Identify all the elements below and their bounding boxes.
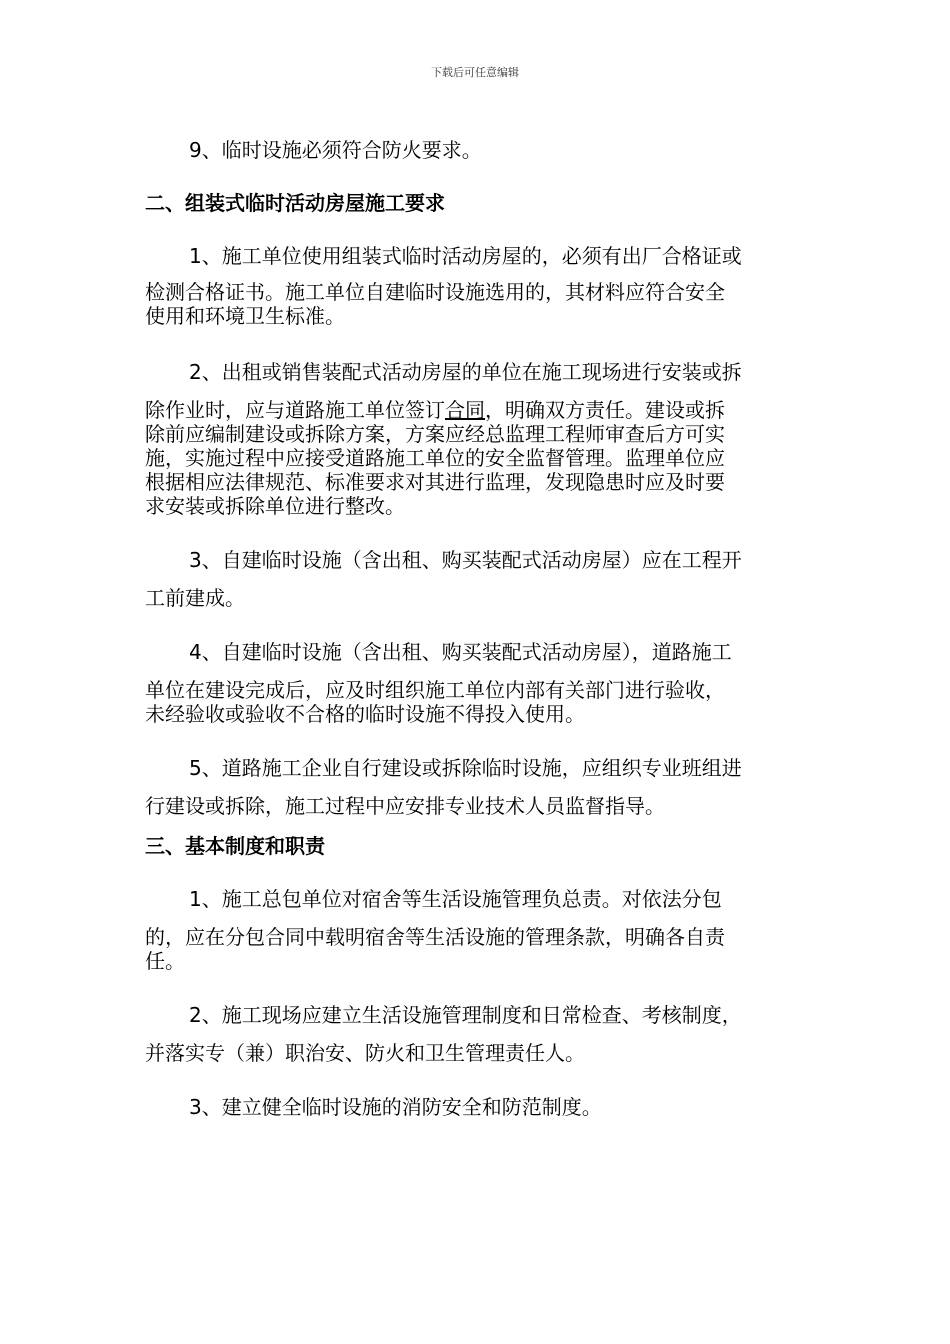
- section2-paragraph-4: [145, 640, 810, 726]
- header-note: 下载后可任意编辑: [431, 66, 519, 79]
- text-segment: ，明确双方责任。建设或拆: [485, 398, 725, 422]
- text-line: 任。: [145, 949, 185, 973]
- text-line: 根据相应法律规范、标准要求对其进行监理，发现隐患时应及时要: [145, 470, 725, 494]
- text-line: 除前应编制建设或拆除方案，方案应经总监理工程师审查后方可实: [145, 422, 725, 446]
- section2-paragraph-1: [145, 244, 810, 328]
- section2-paragraph-5: [145, 756, 810, 818]
- section2-paragraph-2: [145, 360, 810, 518]
- text-line: 的，应在分包合同中载明宿舍等生活设施的管理条款，明确各自责: [145, 925, 725, 949]
- text-line: 工前建成。: [145, 586, 245, 610]
- text-line: 1、施工单位使用组装式临时活动房屋的，必须有出厂合格证或: [189, 244, 742, 268]
- text-line: 施，实施过程中应接受道路施工单位的安全监督管理。监理单位应: [145, 446, 725, 470]
- text-line: 4、自建临时设施（含出租、购买装配式活动房屋），道路施工: [189, 640, 732, 664]
- text-line: 3、自建临时设施（含出租、购买装配式活动房屋）应在工程开: [189, 548, 742, 572]
- text-line: 1、施工总包单位对宿舍等生活设施管理负总责。对依法分包: [189, 887, 722, 911]
- text-line: 5、道路施工企业自行建设或拆除临时设施，应组织专业班组进: [189, 756, 742, 780]
- text-line: 9、临时设施必须符合防火要求。: [189, 138, 482, 162]
- section3-paragraph-2: [145, 1003, 810, 1065]
- section-heading-3: 三、基本制度和职责: [145, 834, 325, 858]
- contract-link[interactable]: 合同: [445, 398, 485, 422]
- text-segment: 除作业时，应与道路施工单位签订: [145, 398, 445, 422]
- text-line: 2、施工现场应建立生活设施管理制度和日常检查、考核制度，: [189, 1003, 742, 1027]
- text-line: 使用和环境卫生标准。: [145, 304, 345, 328]
- text-line: 检测合格证书。施工单位自建临时设施选用的，其材料应符合安全: [145, 280, 725, 304]
- text-line: 3、建立健全临时设施的消防安全和防范制度。: [189, 1095, 602, 1119]
- text-line: 并落实专（兼）职治安、防火和卫生管理责任人。: [145, 1041, 585, 1065]
- text-line: 求安装或拆除单位进行整改。: [145, 494, 405, 518]
- text-line: [145, 398, 810, 422]
- paragraph-item-9: [145, 138, 810, 162]
- text-line: 单位在建设完成后，应及时组织施工单位内部有关部门进行验收，: [145, 678, 725, 702]
- text-line: 行建设或拆除，施工过程中应安排专业技术人员监督指导。: [145, 794, 665, 818]
- section3-paragraph-1: [145, 887, 810, 973]
- text-line: 未经验收或验收不合格的临时设施不得投入使用。: [145, 702, 585, 726]
- section3-paragraph-3: [145, 1095, 810, 1119]
- section-heading-2: 二、组装式临时活动房屋施工要求: [145, 191, 445, 215]
- text-line: 2、出租或销售装配式活动房屋的单位在施工现场进行安装或拆: [189, 360, 742, 384]
- section2-paragraph-3: [145, 548, 810, 610]
